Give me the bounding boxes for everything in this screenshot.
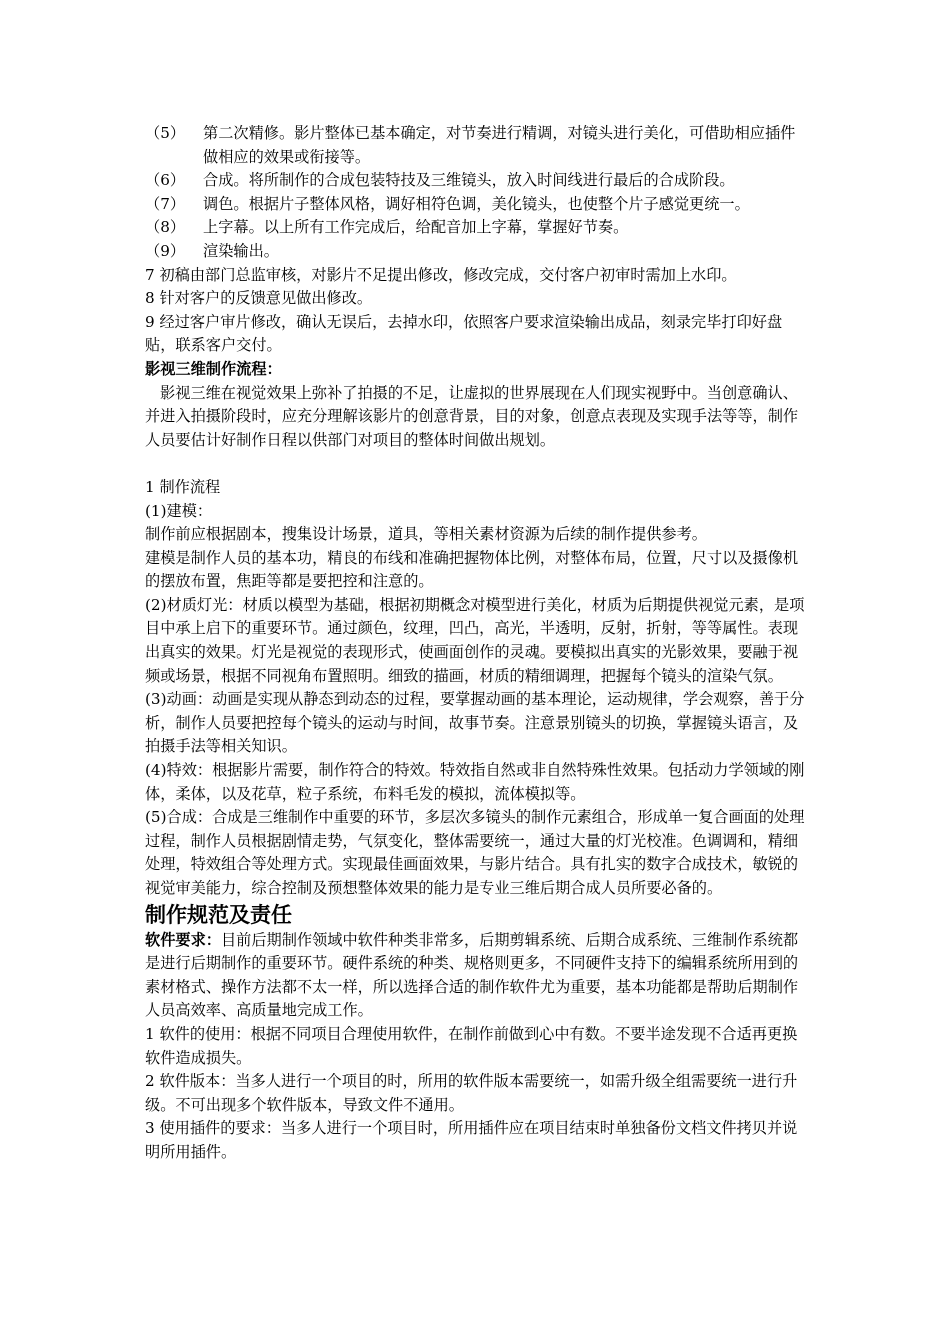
document-page <box>145 122 810 1165</box>
vfx-paragraph: (4)特效：根据影片需要，制作符合的特效。特效指自然或非自然特殊性效果。包括动力学领域的刚体，柔体，以及花草，粒子系统，布料毛发的模拟，流体模拟等。 <box>145 761 805 803</box>
blank-line <box>145 452 810 476</box>
step-text: 合成。将所制作的合成包装特技及三维镜头，放入时间线进行最后的合成阶段。 <box>203 171 735 190</box>
paragraph-8: 8 针对客户的反馈意见做出修改。 <box>145 289 373 308</box>
software-version-paragraph: 2 软件版本：当多人进行一个项目的时，所用的软件版本需要统一，如需升级全组需要统一进行升级。不可出现多个软件版本，导致文件不通用。 <box>145 1072 798 1114</box>
paragraph-7: 7 初稿由部门总监审核，对影片不足提出修改，修改完成，交付客户初审时需加上水印。 <box>145 265 737 284</box>
step-number: （7） <box>145 194 186 213</box>
step-item <box>145 240 810 264</box>
modeling-title: (1)建模： <box>145 501 213 520</box>
step-item <box>145 122 810 169</box>
section-3d-intro: 影视三维在视觉效果上弥补了拍摄的不足，让虚拟的世界展现在人们现实视野中。当创意确认、并进入拍摄阶段时，应充分理解该影片的创意背景，目的对象，创意点表现及实现手法等等，制作人员要估计好制作日程以供部门对项目的整体时间做出规划。 <box>145 383 799 449</box>
step-text: 第二次精修。影片整体已基本确定，对节奏进行精调，对镜头进行美化，可借助相应插件做相应的效果或衔接等。 <box>203 124 796 166</box>
software-paragraph <box>145 929 810 1023</box>
modeling-paragraph-1: 制作前应根据剧本，搜集设计场景，道具，等相关素材资源为后续的制作提供参考。 <box>145 525 707 544</box>
compositing-paragraph: (5)合成：合成是三维制作中重要的环节，多层次多镜头的制作元素组合，形成单一复合画面的处理过程，制作人员根据剧情走势，气氛变化，整体需要统一，通过大量的灯光校准。色调调和，精细处理，特效组合等处理方式。实现最佳画面效果，与影片结合。具有扎实的数字合成技术，敏锐的视觉审美能力，综合控制及预想整体效果的能力是专业三维后期合成人员所要必备的。 <box>145 808 805 897</box>
step-text: 调色。根据片子整体风格，调好相符色调，美化镜头，也使整个片子感觉更统一。 <box>203 194 750 213</box>
software-usage-paragraph: 1 软件的使用：根据不同项目合理使用软件，在制作前做到心中有数。不要半途发现不合适再更换软件造成损失。 <box>145 1024 798 1067</box>
plugin-requirement-paragraph: 3 使用插件的要求：当多人进行一个项目时，所用插件应在项目结束时单独备份文档文件拷贝并说明所用插件。 <box>145 1119 798 1161</box>
step-item <box>145 216 810 240</box>
step-number: （9） <box>145 241 186 260</box>
animation-paragraph: (3)动画：动画是实现从静态到动态的过程，要掌握动画的基本理论，运动规律，学会观察，善于分析，制作人员要把控每个镜头的运动与时间，故事节奏。注意景别镜头的切换，掌握镜头语言，及拍摄手法等相关知识。 <box>145 690 805 756</box>
modeling-paragraph-2: 建模是制作人员的基本功，精良的布线和准确把握物体比例，对整体布局，位置，尺寸以及摄像机的摆放布置，焦距等都是要把控和注意的。 <box>145 548 799 591</box>
step-number: （5） <box>145 124 186 142</box>
section-3d-title: 影视三维制作流程： <box>145 359 282 378</box>
software-text: 目前后期制作领域中软件种类非常多，后期剪辑系统、后期合成系统、三维制作系统都是进行后期制作的重要环节。硬件系统的种类、规格则更多，不同硬件支持下的编辑系统所用到的素材格式、操作方法都不太一样，所以选择合适的制作软件尤为重要，基本功能都是帮助后期制作人员高效率、高质量地完成工作。 <box>145 930 799 1020</box>
material-lighting-paragraph: (2)材质灯光：材质以模型为基础，根据初期概念对模型进行美化，材质为后期提供视觉元素，是项目中承上启下的重要环节。通过颜色，纹理，凹凸，高光，半透明，反射，折射，等等属性。表现出真实的效果。灯光是视觉的表现形式，使画面创作的灵魂。要模拟出真实的光影效果，要融于视频或场景，根据不同视角布置照明。细致的描画，材质的精细调理，把握每个镜头的渲染气氛。 <box>145 595 805 685</box>
step-item <box>145 169 810 193</box>
step-number: （8） <box>145 218 186 237</box>
step-number: （6） <box>145 171 186 190</box>
software-lead: 软件要求： <box>145 930 221 949</box>
step-text: 上字幕。以上所有工作完成后，给配音加上字幕，掌握好节奏。 <box>203 218 629 237</box>
flow-title: 1 制作流程 <box>145 477 221 496</box>
step-item <box>145 193 810 217</box>
spec-heading: 制作规范及责任 <box>145 902 292 927</box>
paragraph-9: 9 经过客户审片修改，确认无误后，去掉水印，依照客户要求渲染输出成品，刻录完毕打印好盘贴，联系客户交付。 <box>145 312 783 355</box>
step-text: 渲染输出。 <box>203 241 279 260</box>
